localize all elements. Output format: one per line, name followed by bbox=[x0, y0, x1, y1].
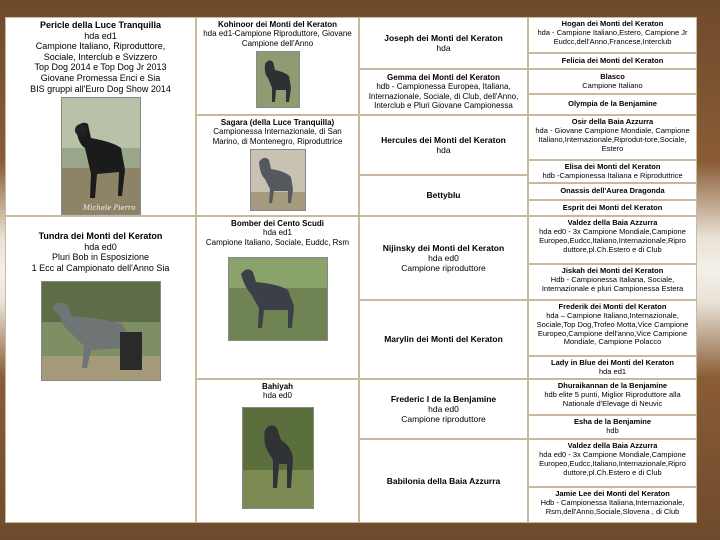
dog-name: Bahiyah bbox=[261, 382, 294, 391]
dog-details: hda ed1 Campione Italiano, Sociale, Euddc, Rsm bbox=[205, 228, 350, 247]
gen4-cell bbox=[528, 69, 697, 94]
dog-name: Valdez della Baia Azzurra bbox=[567, 441, 658, 450]
photo-watermark: Michele Pierro bbox=[82, 204, 136, 213]
dog-details: hdb -Campionessa Italiana e Riproduttrice bbox=[542, 170, 683, 180]
dog-details: hda ed0 Campione riproduttore bbox=[401, 252, 486, 273]
dog-name: Sagara (della Luce Tranquilla) bbox=[220, 118, 335, 127]
gen4-cell bbox=[528, 415, 697, 439]
dog-details: hdb - Campionessa Europea, Italiana, Internazionale, Sociale, di Club, dell'Anno, Interclub e Pluri Giovane Campionessa bbox=[368, 82, 519, 111]
gen4-cell bbox=[528, 183, 697, 200]
gen4-cell bbox=[528, 487, 697, 523]
gen4-cell bbox=[528, 439, 697, 487]
dog-photo bbox=[242, 407, 314, 509]
dog-photo bbox=[41, 281, 161, 381]
gen4-cell bbox=[528, 379, 697, 415]
dog-name: Valdez della Baia Azzurra bbox=[567, 218, 658, 227]
dog-name: Blasco bbox=[600, 71, 625, 81]
gen3-cell bbox=[359, 439, 528, 523]
dog-name: Kohinoor dei Monti del Keraton bbox=[217, 20, 338, 29]
gen3-cell bbox=[359, 17, 528, 69]
gen1-dam-cell bbox=[5, 216, 196, 523]
dog-details: hda ed0 - 3x Campione Mondiale,Campione Europeo,Eudcc,Italiano,Internazionale,Ripro duttore,pl.Ch.Estero e di Club bbox=[539, 226, 686, 254]
gen2-cell bbox=[196, 216, 359, 379]
gen4-cell bbox=[528, 115, 697, 160]
dog-photo-image bbox=[257, 52, 299, 107]
dog-details: Hdb - Campionessa Italiana, Sociale, Internazionale e pluri Campionessa Estera bbox=[541, 274, 684, 293]
gen3-cell bbox=[359, 69, 528, 115]
dog-details: hda bbox=[436, 145, 451, 155]
dog-details: hda – Campione Italiano,Internazionale, Sociale,Top Dog,Trofeo Motta,Vice Campione Europeo,Campione dell'anno,Vice Campione Mondiale, Campione Polacco bbox=[536, 310, 689, 347]
dog-photo-image bbox=[229, 258, 327, 340]
dog-name: Gemma dei Monti del Keraton bbox=[387, 73, 500, 82]
dog-photo-image bbox=[243, 408, 313, 508]
gen2-cell bbox=[196, 379, 359, 523]
gen1-sire-cell bbox=[5, 17, 196, 216]
dog-name: Onassis dell'Aurea Dragonda bbox=[560, 186, 665, 196]
dog-name: Felicia dei Monti del Keraton bbox=[561, 55, 664, 65]
gen4-cell bbox=[528, 264, 697, 300]
gen4-cell bbox=[528, 300, 697, 356]
dog-details: Campionessa Internazionale, di San Marino, di Montenegro, Riproduttrice bbox=[212, 127, 343, 146]
dog-details: hda ed0 bbox=[263, 391, 292, 401]
dog-name: Bomber dei Cento Scudi bbox=[231, 219, 324, 228]
gen2-cell bbox=[196, 115, 359, 216]
dog-name: Tundra dei Monti del Keraton bbox=[38, 231, 163, 241]
gen3-cell bbox=[359, 379, 528, 439]
dog-photo bbox=[61, 97, 141, 215]
gen4-cell bbox=[528, 200, 697, 216]
dog-name: Pericle della Luce Tranquilla bbox=[39, 20, 162, 30]
dog-name: Dhuraikannan de la Benjamine bbox=[557, 381, 668, 390]
dog-name: Frederic I de la Benjamine bbox=[390, 393, 497, 404]
dog-photo bbox=[250, 149, 306, 211]
dog-details: hda - Campione Italiano,Estero, Campione Jr Eudcc,dell'Anno,Francese,Interclub bbox=[537, 27, 688, 46]
dog-details: hda ed0 Campione riproduttore bbox=[401, 403, 486, 424]
dog-name: Jamie Lee dei Monti del Keraton bbox=[555, 489, 670, 498]
gen3-cell bbox=[359, 115, 528, 175]
dog-name: Osir della Baia Azzurra bbox=[571, 117, 654, 126]
gen4-cell bbox=[528, 160, 697, 183]
dog-name: Nijinsky dei Monti del Keraton bbox=[382, 242, 505, 253]
dog-details: hda ed1 Campione Italiano, Riproduttore, Sociale, Interclub e Svizzero Top Dog 2014 e Top Dog Jr 2013 Giovane Promessa Enci e Sia BIS gruppi all'Euro Dog Show 2014 bbox=[30, 30, 171, 94]
dog-details: hda ed0 - 3x Campione Mondiale,Campione Europeo,Eudcc,Italiano,Internazionale,Ripro duttore,pl.Ch.Estero e di Club bbox=[539, 449, 686, 477]
dog-details: hda - Giovane Campione Mondiale, Campione Italiano,Internazionale,Riprodut-tore,Sociale, Estero bbox=[535, 125, 690, 153]
dog-photo-image bbox=[42, 282, 160, 380]
gen4-cell bbox=[528, 94, 697, 115]
dog-name: Olympia de la Benjamine bbox=[568, 99, 657, 109]
dog-photo-image bbox=[62, 98, 140, 214]
dog-name: Esha de la Benjamine bbox=[573, 417, 652, 427]
gen4-cell bbox=[528, 53, 697, 69]
dog-name: Esprit dei Monti del Keraton bbox=[562, 202, 663, 212]
gen4-cell bbox=[528, 356, 697, 379]
dog-details: hdb elite 5 punti, Miglior Riproduttore alla Nationale d'Elevage di Neuvic bbox=[544, 389, 681, 408]
dog-name: Jiskah dei Monti del Keraton bbox=[561, 266, 664, 275]
gen2-cell bbox=[196, 17, 359, 115]
dog-photo-image bbox=[251, 150, 305, 210]
dog-name: Hercules dei Monti del Keraton bbox=[381, 134, 506, 145]
dog-details: hdb bbox=[606, 426, 619, 435]
gen4-cell bbox=[528, 17, 697, 53]
dog-name: Lady in Blue dei Monti del Keraton bbox=[551, 357, 674, 367]
gen3-cell bbox=[359, 216, 528, 300]
dog-name: Elisa dei Monti del Keraton bbox=[564, 161, 661, 171]
gen3-cell bbox=[359, 175, 528, 216]
gen4-cell bbox=[528, 216, 697, 264]
dog-details: Campione Italiano bbox=[582, 80, 643, 90]
dog-details: hda bbox=[436, 43, 451, 53]
dog-name: Bettyblu bbox=[426, 190, 461, 201]
dog-details: Hdb - Campionessa Italiana,Internazionale, Rsm,dell'Anno,Sociale,Slovena , di Club bbox=[540, 497, 685, 516]
dog-details: hda ed1-Campione Riproduttore, Giovane Campione dell'Anno bbox=[203, 29, 352, 48]
gen3-cell bbox=[359, 300, 528, 379]
dog-photo bbox=[228, 257, 328, 341]
dog-photo bbox=[256, 51, 300, 108]
dog-name: Hogan dei Monti del Keraton bbox=[561, 19, 664, 28]
dog-details: hda ed0 Pluri Bob in Esposizione 1 Ecc al Campionato dell'Anno Sia bbox=[31, 241, 170, 273]
dog-details: hda ed1 bbox=[598, 366, 627, 376]
dog-name: Marylin dei Monti del Keraton bbox=[384, 334, 503, 345]
dog-name: Frederik dei Monti del Keraton bbox=[558, 302, 667, 311]
dog-name: Joseph dei Monti del Keraton bbox=[384, 32, 503, 43]
dog-name: Babilonia della Baia Azzurra bbox=[386, 475, 501, 486]
